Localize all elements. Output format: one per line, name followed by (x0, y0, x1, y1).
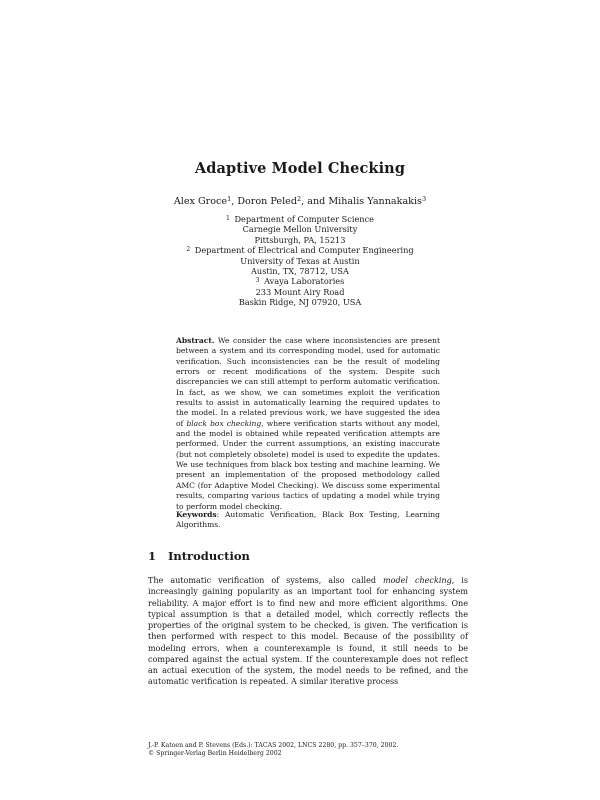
abstract-emphasis: black box checking (186, 418, 262, 428)
affiliation-mark: 2 (186, 245, 191, 253)
copyright-line: © Springer-Verlag Berlin Heidelberg 2002 (148, 750, 282, 758)
author-separator: , (231, 196, 238, 207)
author-mark: 1 (227, 195, 232, 203)
abstract-text: , where verification starts without any model, and the model is obtained while repeated verification attempts are performed. Under the current assumptions, an existing inaccurate (but not completely obsolete) model is used to expedite the updates. We use techniques from black box testing and machine learning. We present an implementation of the proposed methodology called AMC (for Adaptive Model Checking). We discuss some experimental results, comparing various tactics of updating a model while trying to perform model checking. (176, 418, 440, 511)
keywords-text: : Automatic Verification, Black Box Testing, Learning Algorithms. (176, 510, 440, 530)
author-separator: , and (301, 196, 329, 207)
citation-line: J.-P. Katoen and P. Stevens (Eds.): TACAS 2002, LNCS 2280, pp. 357–370, 2002. (148, 742, 399, 749)
affiliation-line: University of Texas at Austin (240, 255, 360, 266)
keywords-block (176, 510, 440, 531)
affiliation-mark: 1 (226, 214, 230, 222)
abstract-label: Abstract. (176, 336, 215, 345)
section-number: 1 (148, 549, 157, 563)
affiliation-line (0, 214, 600, 224)
paper-title: Adaptive Model Checking (194, 160, 406, 177)
affiliation-line (0, 245, 600, 255)
page-footer (148, 742, 468, 758)
intro-emphasis: model checking (383, 576, 452, 585)
author-list (0, 196, 600, 207)
affiliation-text: Department of Computer Science (234, 214, 374, 224)
affiliation-text: Avaya Laboratories (264, 276, 345, 287)
author-name: Alex Groce (173, 196, 228, 207)
introduction-paragraph (148, 575, 468, 688)
affiliation-line: Baskin Ridge, NJ 07920, USA (238, 297, 362, 308)
author-mark: 2 (297, 195, 302, 203)
intro-text: The automatic verification of systems, also called (148, 576, 384, 585)
affiliation-line: Austin, TX, 78712, USA (251, 266, 349, 277)
author-name: Doron Peled (237, 196, 297, 207)
affiliation-text: Department of Electrical and Computer Engineering (194, 245, 414, 256)
author-mark: 3 (421, 195, 427, 203)
abstract-text: We consider the case where inconsistencies are present between a system and its corresponding model, used for automatic verification. Such inconsistencies can be the result of modeling errors or recent modifications of the system. Despite such discrepancies we can still attempt to perform automatic verification. In fact, as we show, we can sometimes exploit the verification results to assist in automatically learning the required updates to the model. In a related previous work, we have suggested the idea of (176, 336, 440, 428)
author-name: Mihalis Yannakakis (328, 196, 422, 207)
affiliation-list (0, 214, 600, 308)
affiliation-line (0, 276, 600, 286)
keywords-label: Keywords (176, 510, 217, 519)
section-heading (148, 549, 468, 563)
affiliation-line: Carnegie Mellon University (242, 224, 358, 235)
section-title: Introduction (168, 549, 250, 563)
affiliation-mark: 3 (255, 276, 260, 284)
abstract-block (176, 336, 440, 512)
intro-text: , is increasingly gaining popularity as an important tool for enhancing system reliability. A major effort is to find new and more efficient algorithms. One typical assumption is that a detailed model, which correctly reflects the properties of the original system to be checked, is given. The verification is then performed with respect to this model. Because of the possibility of modeling errors, when a counterexample is found, it still needs to be compared against the actual system. If the counterexample does not reflect an actual execution of the system, the model needs to be refined, and the automatic verification is repeated. A similar iterative process (148, 576, 468, 687)
affiliation-line: Pittsburgh, PA, 15213 (254, 234, 346, 245)
affiliation-line: 233 Mount Airy Road (255, 286, 345, 297)
